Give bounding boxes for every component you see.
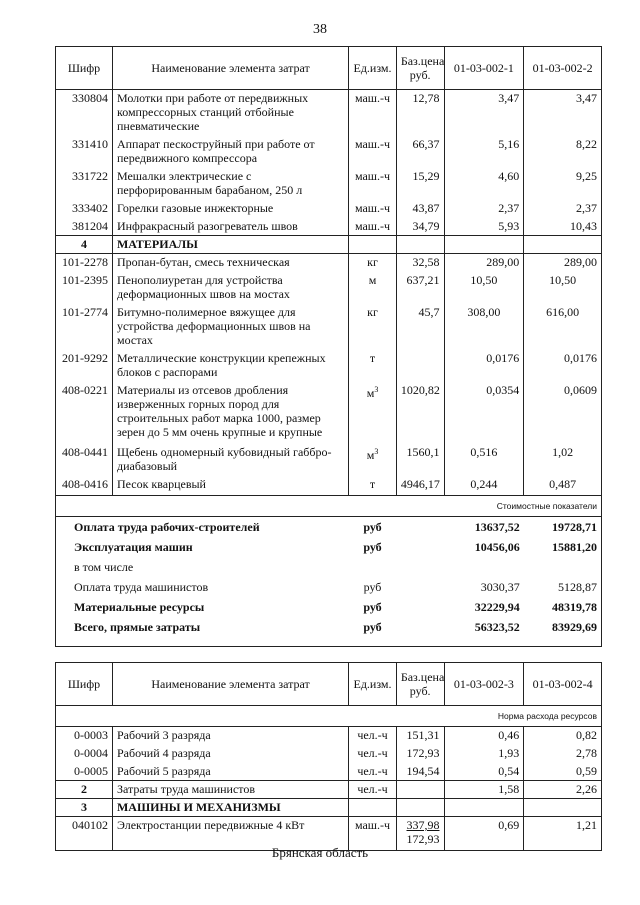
price-underlined: 337,98: [406, 818, 440, 832]
table-row: 2 Затраты труда машинистов чел.-ч 1,58 2,26: [56, 781, 602, 799]
table-row: 331410 Аппарат пескоструйный при работе от передвижного компрессора маш.-ч 66,37 5,16 8,22: [56, 136, 602, 168]
table-row: 101-2278 Пропан-бутан, смесь техническая кг 32,58 289,00 289,00: [56, 254, 602, 272]
section-title: МАШИНЫ И МЕХАНИЗМЫ: [112, 799, 348, 817]
summary-row: Материальные ресурсы руб 32229,94 48319,78: [56, 597, 602, 617]
table-row: 101-2395 Пенополиуретан для устройства деформационных швов на мостах м 637,21 10,50 10,50: [56, 272, 602, 304]
header-unit: Ед.изм.: [349, 663, 397, 706]
table-row: 101-2774 Битумно-полимерное вяжущее для устройства деформационных швов на мостах кг 45,7 308,00 616,00: [56, 304, 602, 350]
table-header-row: [56, 663, 602, 706]
section-row-materials: [56, 236, 602, 254]
header-code: Шифр: [56, 663, 113, 706]
header-code: Шифр: [56, 47, 113, 90]
section-row-machines: [56, 799, 602, 817]
summary-row: Эксплуатация машин руб 10456,06 15881,20: [56, 537, 602, 557]
table-row: 408-0221 Материалы из отсевов дробления изверженных горных пород для строительных работ марка 1000, размер зерен до 5 мм очень крупные и крупные $м^3$ 1020,82 0,0354 0,0609: [56, 382, 602, 444]
header-price: Баз.цена руб.: [396, 47, 444, 90]
table-row: 330804 Молотки при работе от передвижных компрессорных станций отбойные пневматические маш.-ч 12,78 3,47 3,47: [56, 90, 602, 136]
table-row: 333402 Горелки газовые инжекторные маш.-ч 43,87 2,37 2,37: [56, 200, 602, 218]
table-row: 0-0003 Рабочий 3 разряда чел.-ч 151,31 0,46 0,82: [56, 727, 602, 745]
page-number: 38: [313, 22, 327, 37]
table-header-row: [56, 47, 602, 90]
section-title: МАТЕРИАЛЫ: [112, 236, 348, 254]
table-row: 040102 Электростанции передвижные 4 кВт маш.-ч 337,98 172,93 0,69 1,21: [56, 817, 602, 851]
header-col-3: 01-03-002-3: [444, 663, 524, 706]
table-row: 381204 Инфракрасный разогреватель швов маш.-ч 34,79 5,93 10,43: [56, 218, 602, 236]
subheader-resource-norms: Норма расхода ресурсов: [56, 706, 602, 727]
header-col-2: 01-03-002-2: [524, 47, 602, 90]
header-unit: Ед.изм.: [349, 47, 397, 90]
table-row: 408-0441 Щебень одномерный кубовидный габбро-диабазовый $м^3$ 1560,1 0,516 1,02: [56, 444, 602, 476]
summary-row: в том числе: [56, 557, 602, 577]
subheader-row: [56, 496, 602, 517]
table-row: 331722 Мешалки электрические с перфорированным барабаном, 250 л маш.-ч 15,29 4,60 9,25: [56, 168, 602, 200]
section-number: 3: [56, 799, 113, 817]
header-name: Наименование элемента затрат: [112, 47, 348, 90]
subheader-cost-indicators: Стоимостные показатели: [56, 496, 602, 517]
header-price: Баз.цена руб.: [396, 663, 444, 706]
section-number: 4: [56, 236, 113, 254]
subheader-row: [56, 706, 602, 727]
header-col-4: 01-03-002-4: [524, 663, 602, 706]
page-footer-region: Брянская область: [271, 845, 369, 860]
header-col-1: 01-03-002-1: [444, 47, 524, 90]
price-secondary: 172,93: [406, 832, 440, 846]
resource-table-2: [55, 662, 602, 851]
summary-row: Оплата труда рабочих-строителей руб 13637,52 19728,71: [56, 517, 602, 538]
table-row: 0-0004 Рабочий 4 разряда чел.-ч 172,93 1,93 2,78: [56, 745, 602, 763]
table-row: 0-0005 Рабочий 5 разряда чел.-ч 194,54 0,54 0,59: [56, 763, 602, 781]
table-row: 201-9292 Металлические конструкции крепежных блоков с распорами т 0,0176 0,0176: [56, 350, 602, 382]
table-row: 408-0416 Песок кварцевый т 4946,17 0,244 0,487: [56, 476, 602, 496]
summary-row: Всего, прямые затраты руб 56323,52 83929,69: [56, 617, 602, 647]
resource-table-1: [55, 46, 602, 647]
header-name: Наименование элемента затрат: [112, 663, 348, 706]
summary-row: Оплата труда машинистов руб 3030,37 5128,87: [56, 577, 602, 597]
